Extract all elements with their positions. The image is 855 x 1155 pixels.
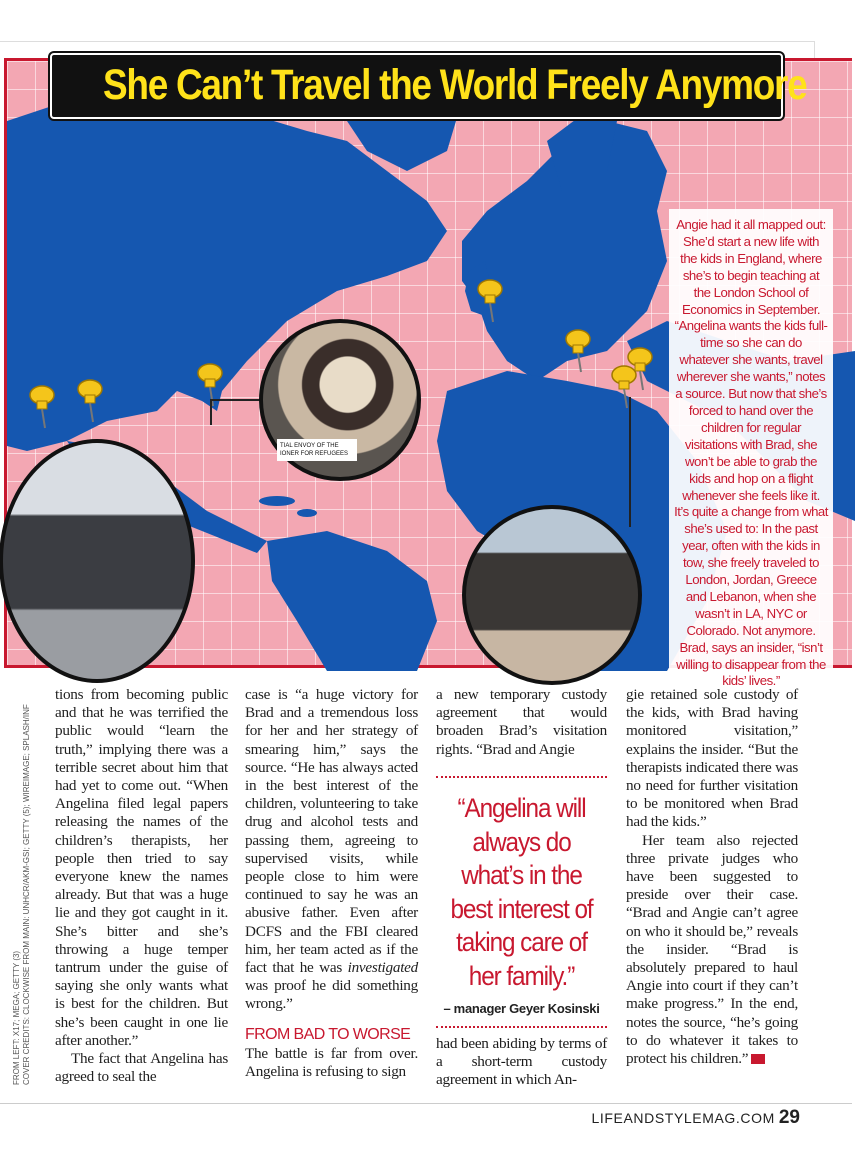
- paragraph: had been abiding by terms of a short-term custody agreement in which An-: [436, 1035, 607, 1089]
- article-column-1: [55, 686, 228, 1086]
- name-plate: TIAL ENVOY OF THE IONER FOR REFUGEES: [277, 439, 357, 461]
- connector-line: [210, 399, 265, 401]
- article-column-3: [436, 686, 607, 759]
- paragraph: a new temporary custody agreement that would broaden Brad’s visitation rights. “Brad and Angie: [436, 686, 607, 758]
- paragraph: The fact that Angelina has agreed to seal the: [55, 1050, 228, 1086]
- paragraph-text: case is “a huge victory for Brad and a tremendous loss for her and her strategy of smearing him,” says the source. “He has always acted in the best interest of the children, volunteering to take drug and alcohol tests and passing them, agreeing to supervised visits, while people close to him were continued to say he was an abusive father. Even after DCFS and the FBI cleared him, her team acted as if the fact that he was: [245, 686, 418, 977]
- paragraph-text: Her team also rejected three private judges who have been suggested to preside over their case. “Brad and Angie can’t agree on who it should be,” reveals the insider. “Brad is absolutely prepared to haul Angie into court if they can’t make progress.” In the end, notes the source, “he’s going to do whatever it takes to protect his children.”: [626, 831, 798, 1068]
- paragraph: [245, 686, 418, 1014]
- paragraph: The battle is far from over. Angelina is refusing to sign: [245, 1044, 418, 1081]
- pull-quote: [436, 776, 607, 1028]
- article-column-3-continued: [436, 1035, 607, 1090]
- paragraph: tions from becoming public and that he was terrified the public would “learn the truth,” implying there was a terrible secret about him that had yet to come out. “When Angelina filed legal papers releasing the names of the children’s therapists, her people then tried to say everyone knew the names already. But that was a huge lie and they got caught in it. She’s bitter and she’s throwing a huge temper tantrum under the guise of saying she only wants what is best for the children. But she’s been caught in one lie after another.”: [55, 686, 228, 1049]
- paragraph: [626, 832, 798, 1069]
- article-column-4: [626, 686, 798, 1068]
- page-number: 29: [778, 1107, 800, 1128]
- caribbean-island: [297, 509, 317, 517]
- connector-line: [629, 397, 631, 527]
- page-footer: [592, 1107, 800, 1129]
- map-pin-icon: [75, 377, 105, 423]
- south-america-landmass: [267, 531, 437, 671]
- un-envoy-photo: [259, 319, 421, 481]
- top-rule: [0, 41, 815, 42]
- pull-quote-text: “Angelina will always do what’s in the best interest of taking care of her family.”: [450, 793, 593, 991]
- map-pin-icon: [27, 383, 57, 429]
- site-url[interactable]: LIFEANDSTYLEMAG.COM: [591, 1110, 775, 1126]
- top-rule-tick: [814, 41, 815, 59]
- end-mark-icon: [751, 1054, 765, 1064]
- travel-sidebar: Angie had it all mapped out: She’d start a new life with the kids in England, where she’s to begin teaching at the London School of Economics in September. “Angelina wants the kids full-time so she can do whatever she wants, travel wherever she wants,” notes a source. But now that she’s forced to hand over the children for regular visitations with Brad, she won’t be able to grab the kids and hop on a flight whenever she feels like it. It’s quite a change from what she’s used to: In the past year, often with the kids in tow, she freely traveled to London, Jordan, Greece and Lebanon, when she wasn’t in LA, NYC or Colorado. Not anymore. Brad, says an insider, “isn’t willing to disappear from the kids’ lives.”: [669, 209, 833, 713]
- article-column-2: [245, 686, 418, 1081]
- refugee-visit-photo: [462, 505, 642, 685]
- headline-banner: [50, 53, 807, 119]
- footer-rule: [0, 1103, 852, 1104]
- map-pin-icon: [563, 327, 593, 373]
- section-subhead: FROM BAD TO WORSE: [245, 1025, 411, 1043]
- caribbean-island: [259, 496, 295, 506]
- paragraph: gie retained sole custody of the kids, with Brad having monitored visitation,” explains the insider. “But the therapists indicated there was no need for further visitation to be monitored when Brad had the kids.”: [626, 686, 798, 831]
- photo-credits: FROM LEFT: X17; MEGA; GETTY (3) COVER CREDITS: CLOCKWISE FROM MAIN: UNHCR/AKM-GSI; GETTY (5); WIREIMAGE; SPLASH/INF: [12, 704, 31, 1085]
- map-pin-icon: [609, 363, 639, 409]
- pull-quote-attribution: – manager Geyer Kosinski: [443, 1001, 600, 1016]
- world-map-panel: [4, 58, 852, 689]
- headline: She Can’t Travel the World Freely Anymore: [103, 61, 807, 109]
- emphasis-text: investigated: [347, 959, 418, 977]
- map-pin-icon: [475, 277, 505, 323]
- connector-line: [210, 399, 212, 425]
- family-street-photo: [0, 439, 195, 683]
- paragraph-text: was proof he did something wrong.”: [245, 977, 418, 1013]
